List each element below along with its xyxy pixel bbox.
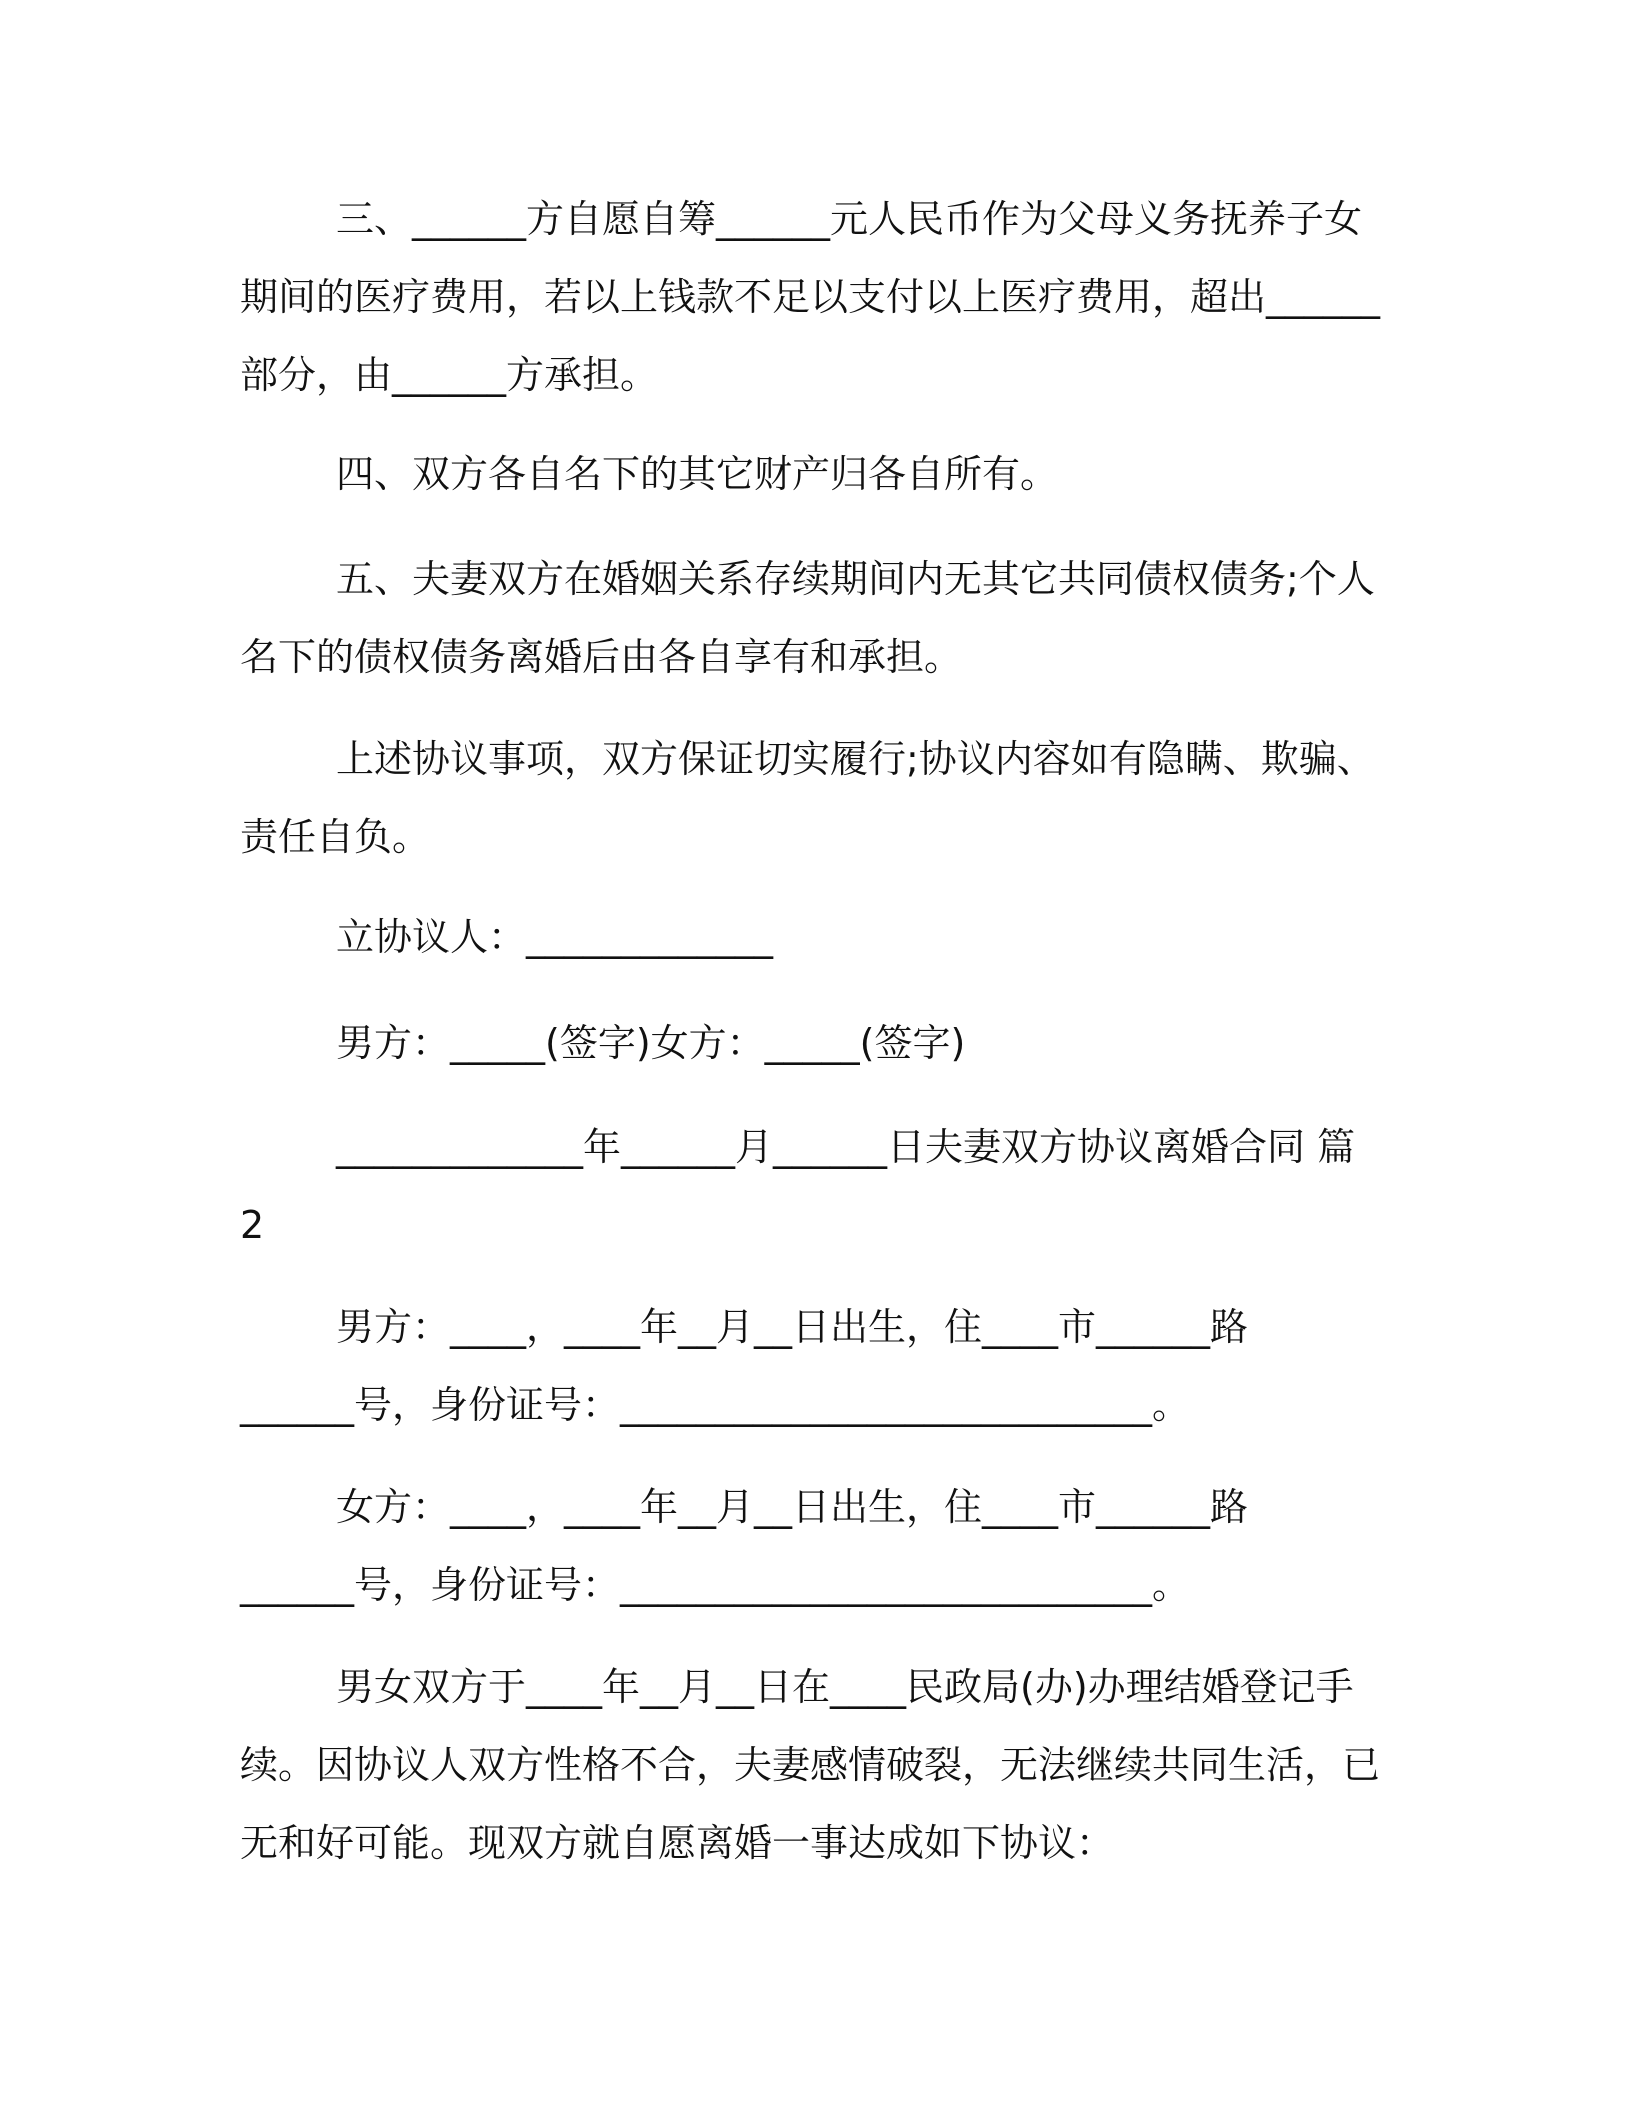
- paragraph-line: 男方：____，____年__月__日出生，住____市______路: [336, 1305, 1249, 1349]
- male-party-info: [240, 1305, 1370, 1464]
- paragraph-line: 男女双方于____年__月__日在____民政局(办)办理结婚登记手: [336, 1665, 1354, 1709]
- paragraph-line: 男方：_____(签字)女方：_____(签字): [336, 1021, 966, 1065]
- paragraph-3-medical-fees: [240, 197, 1381, 434]
- paragraph-line: 五、夫妻双方在婚姻关系存续期间内无其它共同债权债务;个人: [336, 557, 1375, 601]
- paragraph-line: 女方：____，____年__月__日出生，住____市______路: [336, 1485, 1249, 1529]
- paragraph-line: 四、双方各自名下的其它财产归各自所有。: [336, 452, 1059, 496]
- paragraph-guarantee: [240, 737, 1375, 896]
- marriage-registration-paragraph: [240, 1665, 1381, 1902]
- paragraph-line: 三、______方自愿自筹______元人民币作为父母义务抚养子女: [336, 197, 1363, 241]
- paragraph-line: 立协议人：_____________: [336, 915, 774, 959]
- paragraph-4-property: [240, 452, 1370, 533]
- paragraph-line: _____________年______月______日夫妻双方协议离婚合同 篇: [336, 1125, 1356, 1169]
- paragraph-line: 部分，由______方承担。: [240, 353, 659, 397]
- paragraph-line: 上述协议事项，双方保证切实履行;协议内容如有隐瞒、欺骗、: [336, 737, 1375, 781]
- paragraph-line: 续。因协议人双方性格不合，夫妻感情破裂，无法继续共同生活，已: [240, 1743, 1381, 1787]
- signatory-line: [240, 915, 1370, 996]
- paragraph-line: 2: [240, 1203, 265, 1247]
- paragraph-5-debts: [240, 557, 1375, 716]
- signature-line: [240, 1021, 1370, 1102]
- paragraph-line: 名下的债权债务离婚后由各自享有和承担。: [240, 635, 963, 679]
- paragraph-line: 无和好可能。现双方就自愿离婚一事达成如下协议：: [240, 1821, 1115, 1865]
- paragraph-line: ______号，身份证号：____________________________。: [240, 1383, 1191, 1427]
- date-and-heading: [240, 1125, 1370, 1284]
- paragraph-line: 期间的医疗费用，若以上钱款不足以支付以上医疗费用，超出______: [240, 275, 1381, 319]
- female-party-info: [240, 1485, 1370, 1644]
- paragraph-line: ______号，身份证号：____________________________。: [240, 1563, 1191, 1607]
- paragraph-line: 责任自负。: [240, 815, 431, 859]
